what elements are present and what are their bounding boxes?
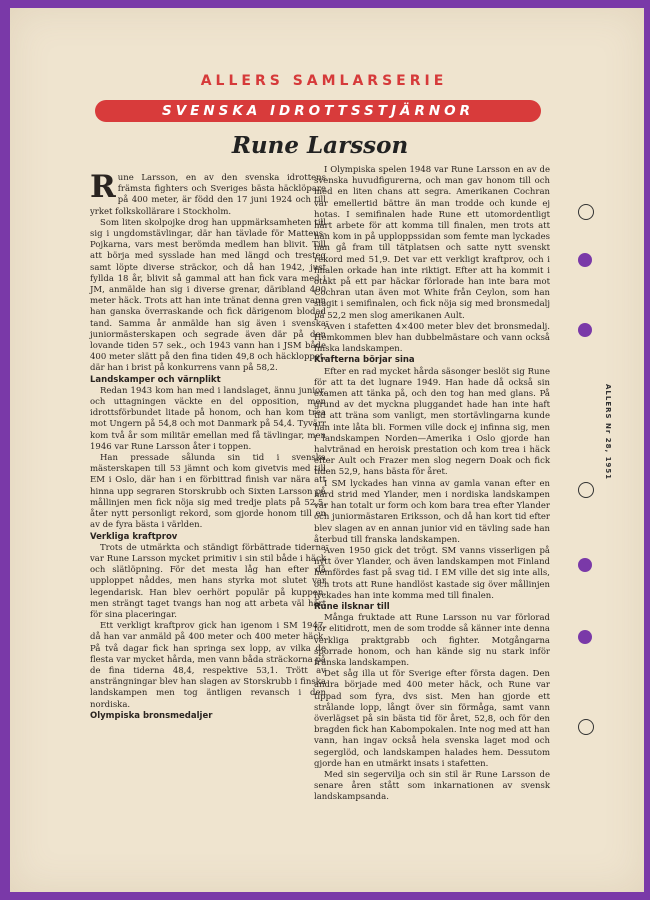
paragraph: Med sin segervilja och sin stil är Rune Larsson de senare åren stått som inkarnationen av svensk landskampsanda. [314,769,550,803]
paragraph: Även 1950 gick det trögt. SM vanns visserligen på nytt över Ylander, och även landskampen mot Finland hemfördes fast på svag tid. I EM ville det sig inte alls, och trots att Rune handlöst kastade sig över mållinjen lyckades han inte komma med till finalen. [314,545,550,601]
section-heading: Olympiska bronsmedaljer [90,710,213,721]
binder-hole [578,482,594,498]
drop-cap: R [90,169,116,205]
series-title: ALLERS SAMLARSERIE [200,73,448,89]
intro-text: une Larsson, en av den svenska idrottens främsta fighters och Sveriges bästa häcklöpare på 400 meter, är född den 17 juni 1924 och till yrket folkskollärare i Stockholm. [90,173,326,217]
paragraph: Redan 1943 kom han med i landslaget, ännu junior, och uttagningen väckte en del opposition, men idrottsförbundet litade på honom, och han kom trea mot Ungern på 54,8 och mot Danmark på 54,4. Tyvärr kom två år som militär emellan med få tävlingar, men 1946 var Rune Larsson åter i toppen. [90,385,326,452]
intro-paragraph [90,169,326,218]
paragraph: Efter en rad mycket hårda säsonger beslöt sig Rune för att ta det lugnare 1949. Han hade då också sin examen att tänka på, och den tog han med glans. På grund av det myckna pluggandet hade han inte haft tid att träna som vanligt, men stortävlingarna kunde han inte låta bli. Formen ville dock ej infinna sig, men i landskampen Norden—Amerika i Oslo gjorde han halvtränad en heroisk prestation och kom trea i häck efter Ault och Frazer men slog negern Doak och fick tiden 52,9, hans bästa för året. [314,366,550,478]
binder-hole [578,323,592,337]
section-heading: Landskamper och värnplikt [90,374,221,385]
paragraph: Som liten skolpojke drog han uppmärksamheten till sig i ungdomstävlingar, där han tävlade för Matteus-Pojkarna, vars mest berömda medlem han blivit. Till att börja med sysslade han med längd och tresteg samt löpte diverse sträckor, och då han 1942, just fyllda 18 år, blivit så gammal att han fick vara med i JM, anmälde han sig i diverse grenar, däribland 400 meter häck. Trots att han inte tränat denna gren vann han ganska överraskande och fick därigenom blodad tand. Samma år anmälde han sig även i svenska juniormästerskapen och segrade även där på den lovande tiden 57 sek., och 1943 vann han i JSM både 400 meter slätt på den fina tiden 49,8 och häckloppet, där han i brist på konkurrens vann på 58,2. [90,217,326,374]
binder-hole [578,253,592,267]
paragraph: Många fruktade att Rune Larsson nu var förlorad för elitidrott, men de som trodde så känner inte denna verkliga praktgrabb och fighter. Motgångarna sporrade honom, och han kände sig nu stark inför franska landskampen. [314,613,550,668]
paragraph: Han pressade sålunda sin tid i svenska mästerskapen till 53 jämnt och kom givetvis med till EM i Oslo, där han i en förbittrad finish var nära att hinna upp segraren Storskrubb och Sixten Larsson på mållinjen men fick nöja sig med tredje plats på 52,5, åter nytt personligt rekord, som gjorde honom till en av de fyra bästa i världen. [90,453,326,531]
section-heading: Rune ilsknar till [314,601,390,612]
article-column-right [314,165,550,804]
paragraph: I Olympiska spelen 1948 var Rune Larsson en av de svenska huvudfigurerna, och man gav honom till och med en liten chans att segra. Amerikanen Cochran var emellertid bättre än man trodde och kunde ej hotas. I semifinalen hade Rune ett utomordentligt hårt arbete för att komma till finalen, men trots att han kom in på upploppssidan som femte man lyckades han gå fram till tätplatsen och satte nytt svenskt rekord med 51,9. Det var ett verkligt kraftprov, och i finalen orkade han inte riktigt. Efter att ha kommit i otakt på ett par häckar förlorade han inte bara mot Cochran utan även mot White från Ceylon, som han slagit i semifinalen, och fick nöja sig med bronsmedalj på 52,2 men slog amerikanen Ault. [314,165,550,321]
section-heading: Krafterna börjar sina [314,355,415,366]
banner-text: SVENSKA IDROTTSSTJÄRNOR [161,103,475,119]
paragraph: Ett verkligt kraftprov gick han igenom i SM 1947, då han var anmäld på 400 meter och 400 meter häck. På två dagar fick han springa sex lopp, av vilka de flesta var mycket hårda, men vann båda sträckorna på de fina tiderna 48,4, respektive 53,1. Trött av ansträngningar blev han slagen av Storskrubb i finska landskampen men tog äntligen revansch i den nordiska. [90,621,326,710]
binder-hole [578,204,594,220]
binder-hole [578,558,592,572]
issue-label: ALLERS Nr 28, 1951 [604,384,612,481]
paragraph: Det såg illa ut för Sverige efter första dagen. Den andra började med 400 meter häck, och Rune var tippad som fyra, dvs sist. Men han gjorde ett strålande lopp, långt över sin förmåga, samt vann överlägset på sin bästa tid för året, 52,8, och för den bragden fick han Kabompokalen. Inte nog med att han vann, han ingav också hela svenska laget mod och segerglöd, och landskampen halades hem. Dessutom gjorde han en utmärkt insats i stafetten. [314,669,550,769]
section-heading: Verkliga kraftprov [90,531,178,542]
binder-hole [578,719,594,735]
page-title: Rune Larsson [231,132,409,159]
banner [95,100,541,122]
paragraph: Trots de utmärkta och ständigt förbättrade tiderna var Rune Larsson mycket primitiv i sin stil både i häck och slätlöpning. För det mesta låg han efter då upploppet nåddes, men hans styrka mot slutet var legendarisk. Han blev oerhört populär på kuppen, men strängt taget tvangs han nog att arbeta väl hårt för sina placeringar. [90,542,326,620]
paragraph: I SM lyckades han vinna av gamla vanan efter en hård strid med Ylander, men i nordiska landskampen var han totalt ur form och kom bara trea efter Ylander och juniormästaren Eriksson, och då han kort tid efter blev slagen av en annan junior vid en tävling sade han återbud till franska landskampen. [314,478,550,545]
article-column-left [90,169,326,722]
paragraph: Även i stafetten 4×400 meter blev det bronsmedalj. Hemkommen blev han dubbelmästare och vann också finska landskampen. [314,321,550,355]
binder-hole [578,630,592,644]
